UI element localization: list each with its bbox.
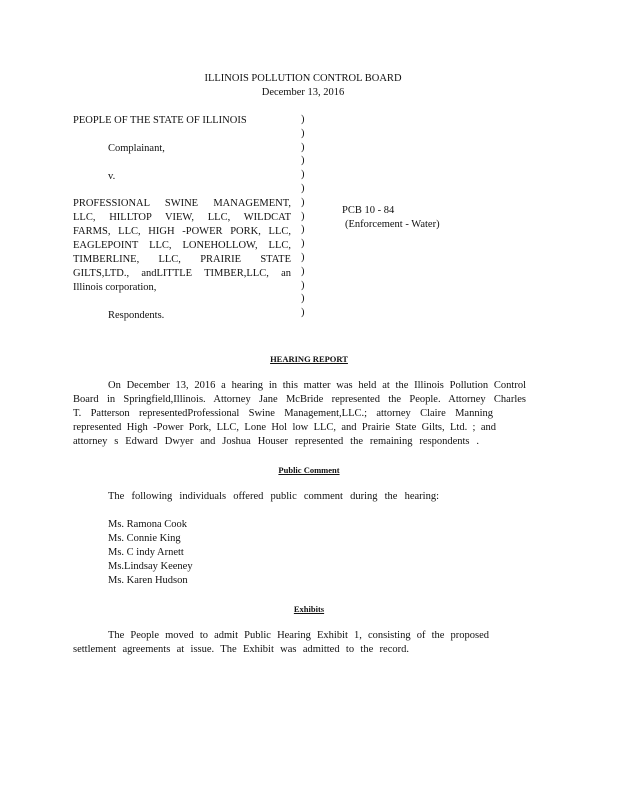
caption-people: PEOPLE OF THE STATE OF ILLINOIS [73, 115, 247, 126]
caption-respondent-line: LLC, HILLTOP VIEW, LLC, WILDCAT [73, 212, 291, 223]
caption-respondent-line: PROFESSIONAL SWINE MANAGEMENT, [73, 198, 291, 209]
exhibits-line: settlement agreements at issue. The Exhibit was admitted to the record. [73, 644, 409, 655]
commenter-name: Ms. C indy Arnett [108, 547, 184, 558]
hearing-report-line: T. Patterson representedProfessional Swine Management,LLC.; attorney Claire Manning [73, 408, 493, 419]
caption-complainant: Complainant, [108, 143, 165, 154]
commenter-name: Ms.Lindsay Keeney [108, 561, 193, 572]
caption-parenthesis-column: ) ) ) ) ) ) ) ) ) ) ) ) ) ) ) [301, 114, 305, 319]
caption-respondent-line: EAGLEPOINT LLC, LONEHOLLOW, LLC, [73, 240, 291, 251]
public-comment-intro: The following individuals offered public comment during the hearing: [108, 491, 439, 502]
caption-respondent-line: TIMBERLINE, LLC, PRAIRIE STATE [73, 254, 291, 265]
case-number: PCB 10 - 84 [342, 205, 395, 216]
caption-respondent-line: FARMS, LLC, HIGH -POWER PORK, LLC, [73, 226, 291, 237]
exhibits-line: The People moved to admit Public Hearing Exhibit 1, consisting of the proposed [108, 630, 489, 641]
hearing-report-heading: HEARING REPORT [270, 354, 348, 364]
hearing-report-line: Board in Springfield,Illinois. Attorney Jane McBride represented the People. Attorney Charles [73, 394, 526, 405]
public-comment-heading: Public Comment [278, 465, 340, 475]
caption-respondents-label: Respondents. [108, 310, 165, 321]
document-date: December 13, 2016 [261, 87, 345, 98]
exhibits-heading: Exhibits [293, 604, 325, 614]
caption-respondent-line: GILTS,LTD., andLITTLE TIMBER,LLC, an [73, 268, 291, 279]
hearing-report-line: represented High -Power Pork, LLC, Lone Hol low LLC, and Prairie State Gilts, Ltd. ; and [73, 422, 496, 433]
commenter-name: Ms. Karen Hudson [108, 575, 188, 586]
case-type: (Enforcement - Water) [345, 219, 440, 230]
commenter-name: Ms. Ramona Cook [108, 519, 188, 530]
board-title: ILLINOIS POLLUTION CONTROL BOARD [204, 73, 402, 84]
caption-versus: v. [108, 171, 116, 182]
caption-respondent-line: Illinois corporation, [73, 282, 157, 293]
hearing-report-line: On December 13, 2016 a hearing in this matter was held at the Illinois Pollution Control [108, 380, 526, 391]
commenter-name: Ms. Connie King [108, 533, 181, 544]
hearing-report-line: attorney s Edward Dwyer and Joshua Houser represented the remaining respondents . [73, 436, 479, 447]
